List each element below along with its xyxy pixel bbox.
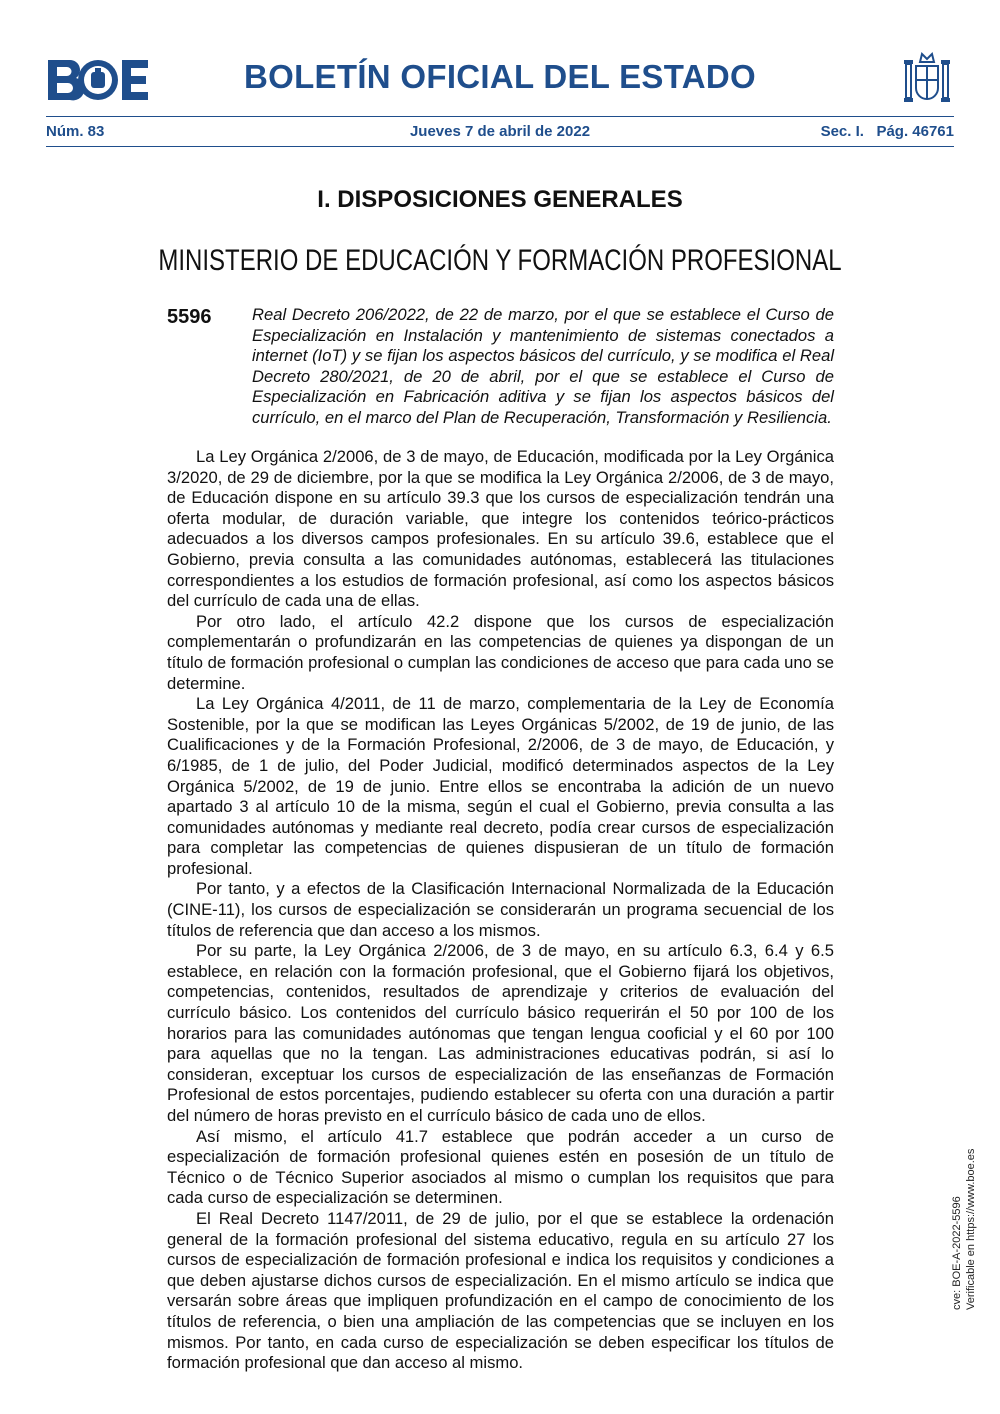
paragraph: Por su parte, la Ley Orgánica 2/2006, de 3 de mayo, en su artículo 6.3, 6.4 y 6.5 establece, en relación con la formación profesional, que el Gobierno fijará los objetivos, competencias, contenidos, resultados de aprendizaje y criterios de evaluación del currículo básico. Los contenidos del currículo básico requerirán el 50 por 100 de los horarios para las comunidades autónomas que tengan lengua cooficial y el 60 por 100 para aquellas que no la tengan. Las administraciones educativas podrán, si así lo consideran, exceptuar los cursos de especialización de las enseñanzas de Formación Profesional de estos porcentajes, pudiendo establecer su oferta con una duración a partir del número de horas previsto en el currículo básico de cada uno de ellos.: [167, 941, 834, 1125]
paragraph: La Ley Orgánica 4/2011, de 11 de marzo, complementaria de la Ley de Economía Sostenible, por la que se modifican las Leyes Orgánicas 5/2002, de 19 de junio, de las Cualificaciones y de la Formación Profesional, 2/2006, de 3 de mayo, de Educación, y 6/1985, de 1 de julio, del Poder Judicial, modificó determinados aspectos de la Ley Orgánica 5/2002, de 19 de junio. Entre ellos se encontraba la adición de un nuevo apartado 3 al artículo 10 de la misma, según el cual el Gobierno, previa consulta a las comunidades autónomas y mediante real decreto, podía crear cursos de especialización para completar las competencias de quienes dispusieran de un título de formación profesional.: [167, 694, 834, 878]
section-title: I. DISPOSICIONES GENERALES: [317, 186, 683, 213]
disposition-summary: Real Decreto 206/2022, de 22 de marzo, por el que se establece el Curso de Especialización en Instalación y mantenimiento de sistemas conectados a internet (IoT) y se fijan los aspectos básicos del currículo, y se modifica el Real Decreto 280/2021, de 20 de abril, por el que se establece el Curso de Especialización en Fabricación aditiva y se fijan los aspectos básicos del currículo, en el marco del Plan de Recuperación, Transformación y Resiliencia.: [252, 305, 834, 427]
paragraph: La Ley Orgánica 2/2006, de 3 de mayo, de Educación, modificada por la Ley Orgánica 3/2020, de 29 de diciembre, por la que se modifica la Ley Orgánica 2/2006, de 3 de mayo, de Educación dispone en su artículo 39.3 que los cursos de especialización tendrán una oferta modular, de duración variable, que integre los contenidos teórico-prácticos adecuados a los diversos campos profesionales. En su artículo 39.6, establece que el Gobierno, previa consulta a las comunidades autónomas, establecerá las titulaciones correspondientes a los estudios de formación profesional, así como los aspectos básicos del currículo de cada una de ellas.: [167, 447, 834, 611]
coat-of-arms-icon: [900, 50, 954, 106]
cve-code: cve: BOE-A-2022-5596: [951, 1196, 963, 1310]
boe-logo: [46, 58, 150, 102]
issue-meta: [46, 123, 954, 143]
paragraph: Por tanto, y a efectos de la Clasificación Internacional Normalizada de la Educación (CINE-11), los cursos de especialización se considerarán un programa secuencial de los títulos de referencia que dan acceso a los mismos.: [167, 879, 834, 940]
verification-note: [950, 1149, 978, 1310]
paragraph: El Real Decreto 1147/2011, de 29 de julio, por el que se establece la ordenación general de la formación profesional del sistema educativo, regula en su artículo 27 los cursos de especialización de formación profesional e indica los requisitos y condiciones a que deben ajustarse dichos cursos de especialización. En el mismo artículo se indica que versarán sobre áreas que impliquen profundización en el campo de conocimiento de los títulos de referencia, o bien una ampliación de las competencias que se incluyen en los mismos. Por tanto, en cada curso de especialización se deben especificar los títulos de formación profesional que dan acceso al mismo.: [167, 1208, 834, 1373]
issue-date: Jueves 7 de abril de 2022: [409, 123, 591, 140]
body-text: [167, 447, 834, 1374]
verification-link[interactable]: Verificable en https://www.boe.es: [965, 1148, 977, 1310]
section-page: Sec. I. Pág. 46761: [820, 123, 954, 140]
ministry-title: MINISTERIO DE EDUCACIÓN Y FORMACIÓN PROFESIONAL: [158, 244, 842, 277]
header-rule-bottom: [46, 146, 954, 147]
header-rule-top: [46, 116, 954, 117]
issue-number: Núm. 83: [46, 123, 105, 140]
paragraph: Por otro lado, el artículo 42.2 dispone que los cursos de especialización complementarán o profundizarán en las competencias de quienes ya dispongan de un título de formación profesional o cumplan las condiciones de acceso que para cada uno se determine.: [167, 611, 834, 693]
disposition-number: 5596: [167, 306, 212, 328]
journal-title: BOLETÍN OFICIAL DEL ESTADO: [244, 58, 756, 95]
paragraph: Así mismo, el artículo 41.7 establece que podrán acceder a un curso de especialización de formación profesional quienes estén en posesión de un título de Técnico o de Técnico Superior asociados al mismo o cumplan los requisitos que para cada curso de especialización se determinen.: [167, 1126, 834, 1208]
